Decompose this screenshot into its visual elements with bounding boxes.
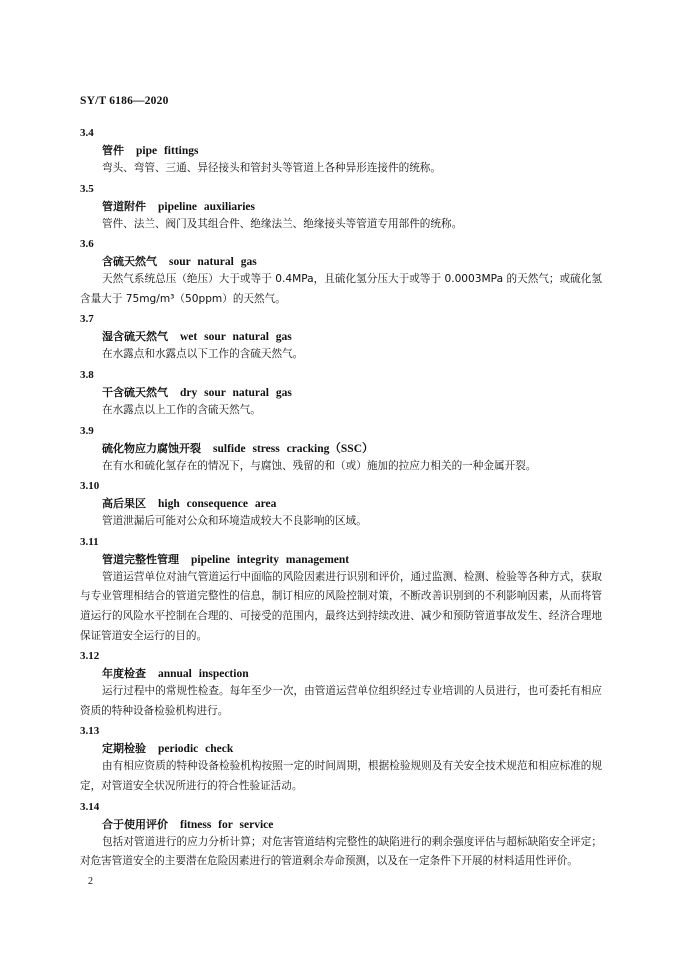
term-english: annual inspection: [158, 668, 249, 681]
term-entry: [80, 798, 602, 872]
clause-number: 3.11: [80, 535, 99, 548]
definitions-list: [80, 124, 602, 873]
term-english: wet sour natural gas: [180, 331, 292, 344]
term-heading: [102, 665, 602, 682]
term-chinese: 湿含硫天然气: [102, 330, 168, 344]
term-chinese: 干含硫天然气: [102, 385, 168, 399]
term-entry: [80, 533, 602, 646]
term-heading: [102, 551, 602, 568]
term-definition: 包括对管道进行的应力分析计算；对危害管道结构完整性的缺陷进行的剩余强度评估与超标缺陷安全评定；对危害管道安全的主要潜在危险因素进行的管道剩余寿命预测，以及在一定条件下开展的材料适用性评价。: [80, 835, 602, 868]
term-definition: 管件、法兰、阀门及其组合件、绝缘法兰、绝缘接头等管道专用部件的统称。: [102, 217, 463, 230]
term-definition: 管道运营单位对油气管道运行中面临的风险因素进行识别和评价，通过监测、检测、检验等各种方式，获取与专业管理相结合的管道完整性的信息，制订相应的风险控制对策，不断改善识别到的不利影响因素，从而将管道运行的风险水平控制在合理的、可接受的范围内，最终达到持续改进、减少和预防管道事故发生、经济合理地保证管道安全运行的目的。: [80, 570, 602, 642]
clause-number: 3.7: [80, 313, 94, 326]
term-heading: [102, 328, 602, 345]
term-entry: [80, 477, 602, 532]
term-heading: [102, 740, 602, 757]
term-entry: [80, 235, 602, 309]
term-chinese: 年度检查: [102, 667, 146, 681]
term-entry: [80, 310, 602, 365]
term-heading: [102, 495, 602, 512]
term-entry: [80, 180, 602, 235]
term-heading: [102, 142, 602, 159]
term-definition: 天然气系统总压（绝压）大于或等于 0.4MPa，且硫化氢分压大于或等于 0.0003MPa 的天然气；或硫化氢含量大于 75mg/m³（50ppm）的天然气。: [80, 273, 602, 305]
term-chinese: 管件: [102, 144, 124, 157]
term-definition: 由有相应资质的特种设备检验机构按照一定的时间周期，根据检验规则及有关安全技术规范和相应标准的规定，对管道安全状况所进行的符合性验证活动。: [80, 760, 602, 792]
term-heading: [102, 440, 602, 457]
clause-number: 3.13: [80, 725, 100, 738]
clause-number: 3.6: [80, 238, 94, 251]
term-heading: [102, 384, 602, 401]
term-entry: [80, 722, 602, 796]
clause-number: 3.5: [80, 182, 94, 195]
term-english: high consequence area: [158, 498, 277, 511]
clause-number: 3.4: [80, 127, 94, 139]
standard-code: SY/T 6186—2020: [80, 95, 169, 107]
term-english: periodic check: [158, 743, 234, 756]
term-definition: 运行过程中的常规性检查。每年至少一次，由管道运营单位组织经过专业培训的人员进行，也可委托有相应资质的特种设备检验机构进行。: [80, 685, 602, 717]
clause-number: 3.9: [80, 424, 94, 437]
term-entry: [80, 647, 602, 721]
term-chinese: 管道完整性管理: [102, 552, 179, 566]
term-chinese: 高后果区: [102, 497, 146, 511]
term-chinese: 管道附件: [102, 199, 146, 213]
term-definition: 在有水和硫化氢存在的情况下，与腐蚀、残留的和（或）施加的拉应力相关的一种金属开裂。: [102, 459, 537, 472]
term-chinese: 硫化物应力腐蚀开裂: [102, 441, 201, 455]
term-chinese: 定期检验: [102, 742, 146, 756]
term-definition: 管道泄漏后可能对公众和环境造成较大不良影响的区域。: [102, 515, 367, 528]
clause-number: 3.10: [80, 480, 100, 493]
term-definition: 弯头、弯管、三通、异径接头和管封头等管道上各种异形连接件的统称。: [102, 162, 441, 174]
term-entry: [80, 422, 602, 477]
term-entry: [80, 124, 602, 179]
term-definition: 在水露点和水露点以下工作的含硫天然气。: [102, 348, 304, 361]
term-heading: [102, 816, 602, 833]
term-chinese: 含硫天然气: [102, 255, 157, 269]
clause-number: 3.12: [80, 650, 100, 663]
term-english: sour natural gas: [169, 256, 257, 269]
term-english: pipeline integrity management: [191, 553, 350, 566]
term-heading: [102, 198, 602, 215]
clause-number: 3.14: [80, 800, 100, 813]
term-definition: 在水露点以上工作的含硫天然气。: [102, 403, 261, 416]
term-english: pipe fittings: [136, 145, 199, 157]
term-english: sulfide stress cracking（SSC）: [213, 442, 374, 455]
term-english: pipeline auxiliaries: [158, 200, 255, 213]
term-chinese: 合于使用评价: [102, 817, 168, 831]
clause-number: 3.8: [80, 368, 94, 381]
term-english: fitness for service: [180, 818, 274, 831]
term-entry: [80, 366, 602, 421]
page-number: 2: [88, 876, 93, 887]
term-english: dry sour natural gas: [180, 386, 292, 399]
term-heading: [102, 253, 602, 270]
